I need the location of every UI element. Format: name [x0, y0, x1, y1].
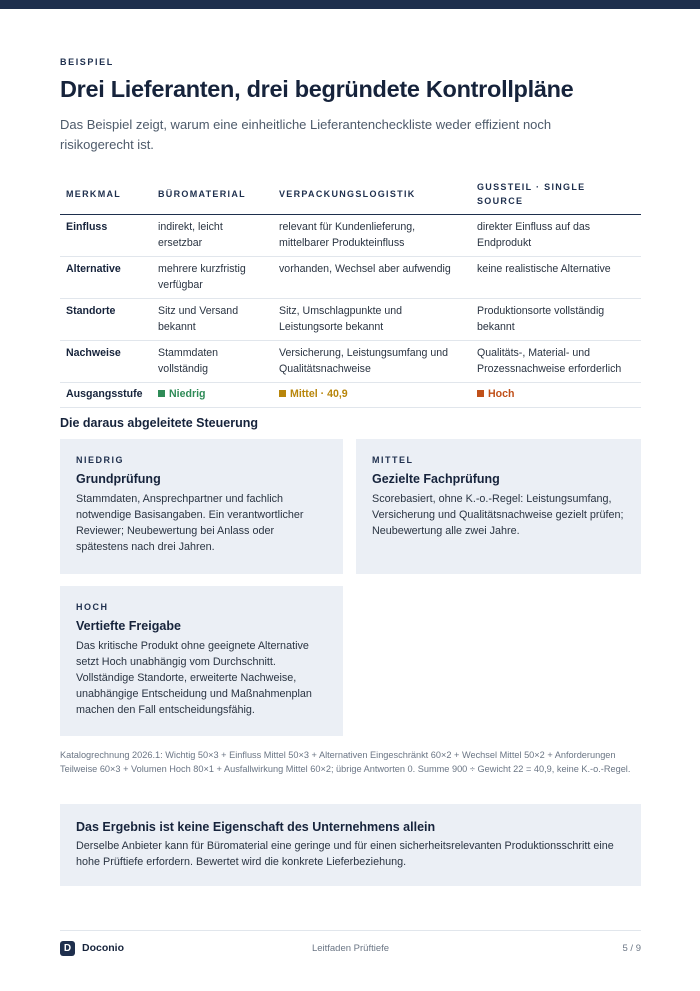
- row-key: Nachweise: [60, 341, 152, 383]
- card-title: Gezielte Fachprüfung: [372, 472, 500, 486]
- page-number: 5 / 9: [622, 943, 641, 954]
- table-row: [60, 299, 641, 341]
- card-body: Stammdaten, Ansprechpartner und fachlich notwendige Basisangaben. Ein verantwortlicher Reviewer; Neubewertung bei Anlass oder spätestens nach drei Jahren.: [76, 493, 304, 553]
- card-title: Grundprüfung: [76, 472, 161, 486]
- top-accent-bar: [0, 0, 700, 9]
- level-square-icon: [477, 390, 484, 397]
- card-body: Das kritische Produkt ohne geeignete Alternative setzt Hoch unabhängig vom Durchschnitt. Vollständige Standorte, erweiterte Nachweise, unabhängige Entscheidung und Maßnahmenplan machen den Fall entscheidungsfähig.: [76, 640, 312, 716]
- header-merkmal: MERKMAL: [60, 174, 152, 215]
- cell-bueromaterial: Sitz und Versand bekannt: [152, 299, 273, 341]
- row-key: Einfluss: [60, 215, 152, 257]
- table-header-row: [60, 174, 641, 215]
- brand-name: Doconio: [82, 942, 124, 954]
- header-gussteil: GUSSTEIL · SINGLE SOURCE: [471, 174, 641, 215]
- section-eyebrow: BEISPIEL: [60, 57, 114, 67]
- header-bueromaterial: BÜROMATERIAL: [152, 174, 273, 215]
- level-bueromaterial: [152, 383, 273, 408]
- control-subheading: Die daraus abgeleitete Steuerung: [60, 416, 258, 430]
- cell-gussteil: Qualitäts-, Material- und Prozessnachweise erforderlich: [471, 341, 641, 383]
- cell-bueromaterial: mehrere kurzfristig verfügbar: [152, 257, 273, 299]
- level-square-icon: [279, 390, 286, 397]
- cell-verpackungslogistik: vorhanden, Wechsel aber aufwendig: [273, 257, 471, 299]
- level-gussteil: [471, 383, 641, 408]
- level-label: Mittel · 40,9: [290, 388, 348, 400]
- table-row: [60, 341, 641, 383]
- cell-verpackungslogistik: Versicherung, Leistungsumfang und Qualitätsnachweise: [273, 341, 471, 383]
- card-label: NIEDRIG: [76, 455, 125, 465]
- card-mittel: [356, 439, 641, 574]
- level-label: Hoch: [488, 388, 515, 400]
- intro-text: Das Beispiel zeigt, warum eine einheitliche Lieferantencheckliste weder effizient noch risikogerecht ist.: [60, 117, 552, 152]
- header-verpackungslogistik: VERPACKUNGSLOGISTIK: [273, 174, 471, 215]
- cell-gussteil: keine realistische Alternative: [471, 257, 641, 299]
- result-body: Derselbe Anbieter kann für Büromaterial eine geringe und für einen sicherheitsrelevanten Produktionsschritt eine hohe Prüftiefe erfordern. Bewertet wird die konkrete Lieferbeziehung.: [76, 840, 614, 868]
- result-title: Das Ergebnis ist keine Eigenschaft des Unternehmens allein: [76, 820, 436, 834]
- page-footer: [60, 930, 641, 971]
- cell-verpackungslogistik: Sitz, Umschlagpunkte und Leistungsorte bekannt: [273, 299, 471, 341]
- row-key: Alternative: [60, 257, 152, 299]
- level-square-icon: [158, 390, 165, 397]
- card-label: HOCH: [76, 602, 109, 612]
- level-row: [60, 383, 641, 408]
- cell-verpackungslogistik: relevant für Kundenlieferung, mittelbarer Produkteinfluss: [273, 215, 471, 257]
- card-label: MITTEL: [372, 455, 414, 465]
- card-title: Vertiefte Freigabe: [76, 619, 181, 633]
- cell-bueromaterial: Stammdaten vollständig: [152, 341, 273, 383]
- comparison-table: [60, 174, 641, 408]
- card-niedrig: [60, 439, 343, 574]
- cell-gussteil: direkter Einfluss auf das Endprodukt: [471, 215, 641, 257]
- result-callout: [60, 804, 641, 886]
- row-key: Ausgangsstufe: [60, 383, 152, 408]
- footer-document-title: Leitfaden Prüftiefe: [311, 943, 390, 954]
- calculation-note: Katalogrechnung 2026.1: Wichtig 50×3 + Einfluss Mittel 50×3 + Alternativen Eingeschränkt 60×2 + Wechsel Mittel 50×2 + Anforderungen Teilweise 60×3 + Volumen Hoch 80×1 + Ausfallwirkung Mittel 60×2; übrige Antworten 0. Summe 900 ÷ Gewicht 22 = 40,9, keine K.-o.-Regel.: [60, 750, 631, 774]
- level-label: Niedrig: [169, 388, 206, 400]
- page-title: Drei Lieferanten, drei begründete Kontrollpläne: [60, 76, 574, 102]
- card-hoch: [60, 586, 343, 736]
- row-key: Standorte: [60, 299, 152, 341]
- table-row: [60, 215, 641, 257]
- table-row: [60, 257, 641, 299]
- cell-gussteil: Produktionsorte vollständig bekannt: [471, 299, 641, 341]
- cell-bueromaterial: indirekt, leicht ersetzbar: [152, 215, 273, 257]
- doconio-logo-icon: D: [60, 941, 75, 956]
- card-body: Scorebasiert, ohne K.-o.-Regel: Leistungsumfang, Versicherung und Qualitätsnachweise gezielt prüfen; Neubewertung alle zwei Jahre.: [372, 493, 624, 537]
- level-verpackungslogistik: [273, 383, 471, 408]
